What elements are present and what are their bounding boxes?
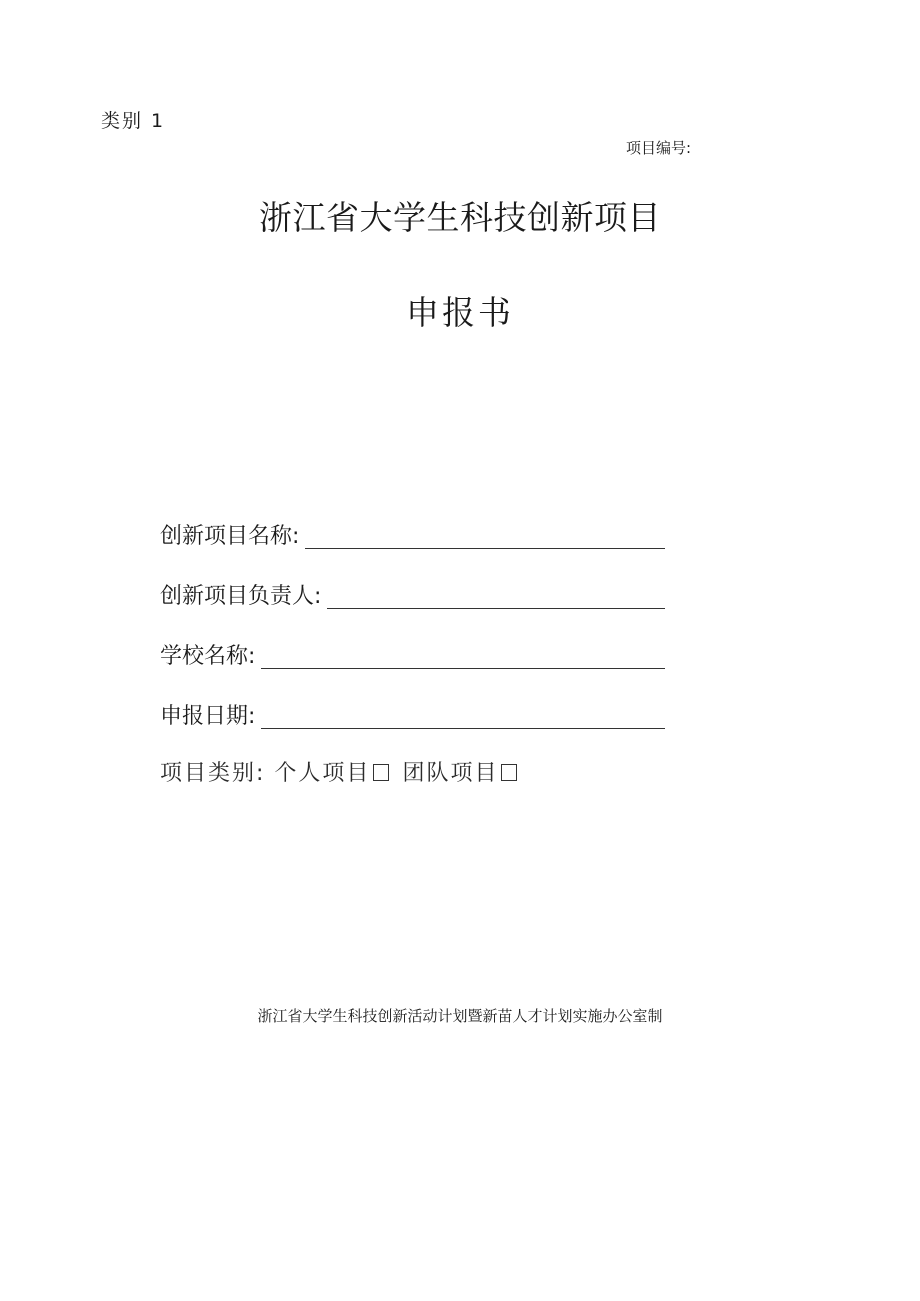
school-name-row <box>160 634 665 668</box>
team-project-checkbox[interactable] <box>501 764 517 781</box>
individual-project-checkbox[interactable] <box>373 764 389 781</box>
document-title: 浙江省大学生科技创新项目 <box>259 198 661 237</box>
project-name-row <box>160 514 665 548</box>
team-project-label: 团队项目 <box>402 761 499 786</box>
project-name-label: 创新项目名称: <box>160 524 300 549</box>
application-date-label: 申报日期: <box>160 704 256 729</box>
individual-project-label: 个人项目 <box>274 761 371 786</box>
school-name-label: 学校名称: <box>160 644 256 669</box>
document-subtitle: 申报书 <box>406 293 514 332</box>
project-leader-row <box>160 574 665 608</box>
application-date-row <box>160 694 665 728</box>
project-leader-label: 创新项目负责人: <box>160 584 322 609</box>
application-date-blank[interactable] <box>261 727 665 729</box>
project-type-row <box>160 756 521 787</box>
project-number-label: 项目编号: <box>626 139 692 157</box>
project-name-blank[interactable] <box>305 547 665 549</box>
school-name-blank[interactable] <box>261 667 665 669</box>
project-leader-blank[interactable] <box>327 607 665 609</box>
issuer-footer: 浙江省大学生科技创新活动计划暨新苗人才计划实施办公室制 <box>257 1007 663 1025</box>
project-type-label: 项目类别: <box>160 761 266 786</box>
category-tag: 类别 1 <box>101 110 166 132</box>
